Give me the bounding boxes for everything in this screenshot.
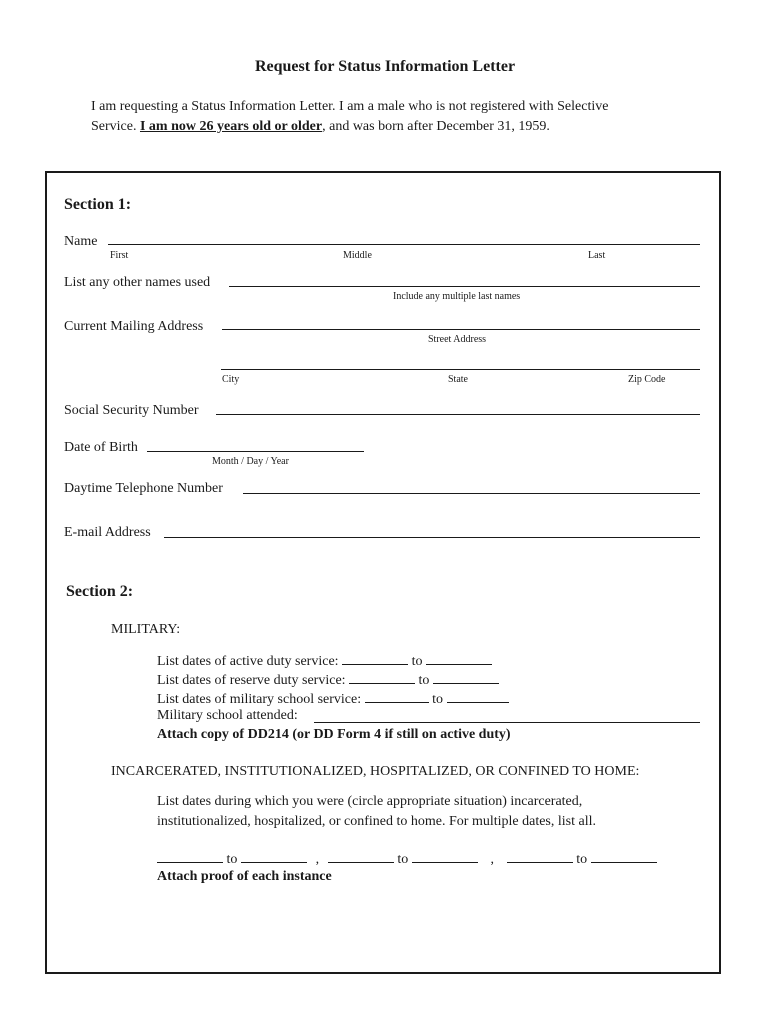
incarcerated-heading: INCARCERATED, INSTITUTIONALIZED, HOSPITALIZED, OR CONFINED TO HOME: [111,764,640,779]
reserve-duty-from-field[interactable] [349,671,415,684]
city-state-zip-field[interactable] [221,369,700,370]
incarcerated-line-2: institutionalized, hospitalized, or confined to home. For multiple dates, list all. [157,814,596,829]
email-label: E-mail Address [64,525,151,540]
attach-dd214-instruction: Attach copy of DD214 (or DD Form 4 if still on active duty) [157,727,511,742]
other-names-caption: Include any multiple last names [393,291,521,302]
state-caption: State [448,374,468,385]
zip-caption: Zip Code [628,374,666,385]
last-caption: Last [588,250,606,261]
intro-paragraph [91,97,608,137]
intro-text-end: , and was born after December 31, 1959. [322,119,550,134]
to-text: to [226,852,238,867]
to-text: to [397,852,409,867]
intro-text: Service. [91,119,140,134]
date-range-2-from-field[interactable] [328,850,394,863]
to-text: to [432,692,444,707]
intro-line-2 [91,117,608,137]
school-attended-field[interactable] [314,722,700,723]
school-service-to-field[interactable] [447,690,509,703]
active-duty-from-field[interactable] [342,652,408,665]
reserve-duty-label: List dates of reserve duty service: [157,673,346,688]
ssn-field[interactable] [216,414,700,415]
middle-caption: Middle [343,250,372,261]
comma-separator: , [315,852,320,867]
page-title: Request for Status Information Letter [254,58,516,75]
military-heading: MILITARY: [111,622,181,637]
active-duty-row [157,652,492,670]
to-text: to [411,654,423,669]
reserve-duty-row [157,671,499,689]
school-service-row [157,690,509,708]
date-range-1-from-field[interactable] [157,850,223,863]
confinement-dates-row [157,850,657,868]
street-address-field[interactable] [222,329,700,330]
phone-label: Daytime Telephone Number [64,481,223,496]
first-caption: First [110,250,129,261]
intro-line-1: I am requesting a Status Information Letter. I am a male who is not registered with Selective [91,99,609,114]
to-text: to [576,852,588,867]
dob-caption: Month / Day / Year [212,456,289,467]
date-range-3-to-field[interactable] [591,850,657,863]
city-caption: City [222,374,240,385]
attach-proof-instruction: Attach proof of each instance [157,869,332,884]
dob-label: Date of Birth [64,440,138,455]
date-range-3-from-field[interactable] [507,850,573,863]
reserve-duty-to-field[interactable] [433,671,499,684]
dob-field[interactable] [147,451,364,452]
school-service-from-field[interactable] [365,690,429,703]
ssn-label: Social Security Number [64,403,199,418]
phone-field[interactable] [243,493,700,494]
other-names-field[interactable] [229,286,700,287]
active-duty-label: List dates of active duty service: [157,654,339,669]
to-text: to [418,673,430,688]
address-label: Current Mailing Address [64,319,204,334]
incarcerated-line-1: List dates during which you were (circle appropriate situation) incarcerated, [157,794,583,809]
school-attended-label: Military school attended: [157,708,298,723]
date-range-1-to-field[interactable] [241,850,307,863]
street-caption: Street Address [428,334,487,345]
school-service-label: List dates of military school service: [157,692,362,707]
date-range-2-to-field[interactable] [412,850,478,863]
name-label: Name [64,234,98,249]
age-requirement: I am now 26 years old or older [139,119,323,134]
section-1-heading: Section 1: [64,196,132,213]
email-field[interactable] [164,537,700,538]
name-field[interactable] [108,244,700,245]
active-duty-to-field[interactable] [426,652,492,665]
section-2-heading: Section 2: [66,583,134,600]
other-names-label: List any other names used [64,275,211,290]
comma-separator: , [490,852,495,867]
